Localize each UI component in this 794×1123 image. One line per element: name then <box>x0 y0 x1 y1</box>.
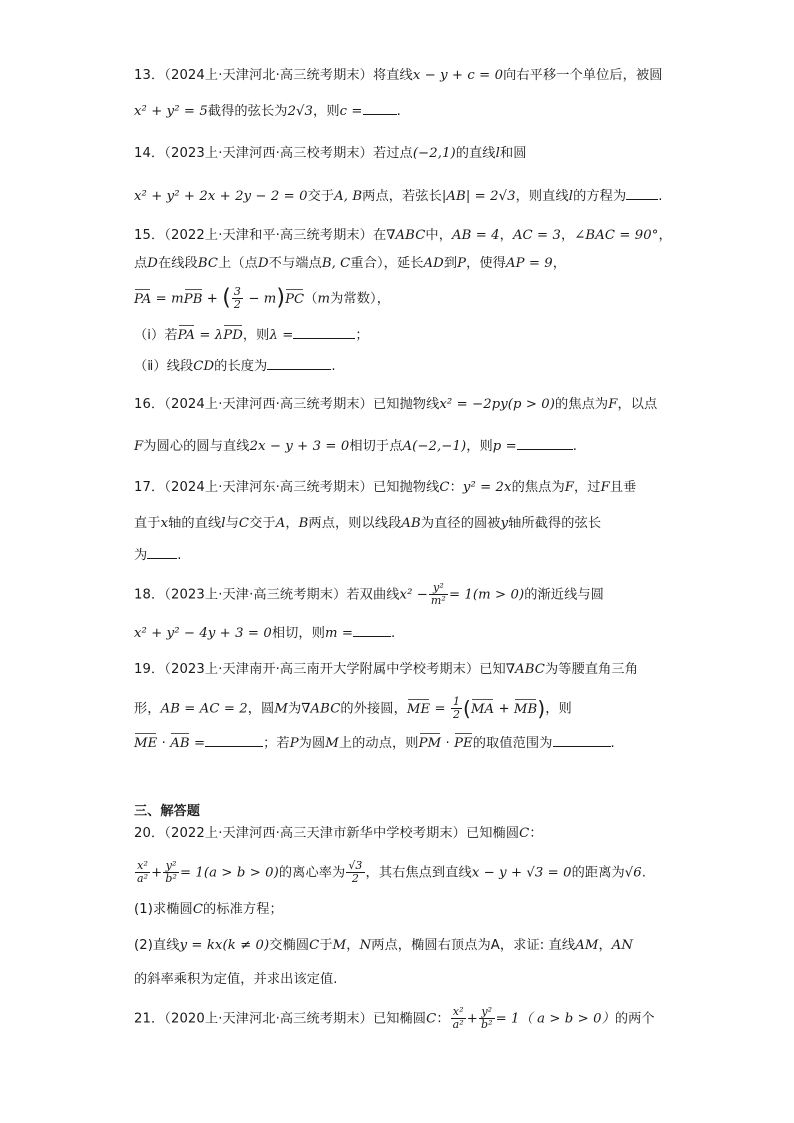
q15-line3 <box>134 286 674 311</box>
q16-text: 的焦点为 <box>555 397 609 412</box>
q15-var: B, C <box>321 256 351 271</box>
q20-plus: + <box>151 865 163 881</box>
q17-line1 <box>134 478 674 498</box>
q13-answer-blank <box>363 114 397 115</box>
q19-plus: + <box>494 701 514 717</box>
q13-text: 13．（2024上·天津河北·高三统考期末）将直线 <box>134 68 413 83</box>
q14-line-var: l <box>495 146 500 161</box>
q16-point: A(−2,−1) <box>402 439 467 454</box>
q15-fraction <box>232 286 243 311</box>
q14-text: 的直线 <box>455 146 496 161</box>
q21-plus: + <box>466 1011 478 1027</box>
q16-text: 16．（2024上·天津河西·高三统考期末）已知抛物线 <box>134 397 440 412</box>
q20-text: 的距离为 <box>571 865 625 881</box>
q20-var: M <box>332 938 347 953</box>
q14-line1 <box>134 144 674 164</box>
q15-var: D <box>147 256 158 271</box>
q16-line1 <box>134 395 674 415</box>
q20-part2: (2)直线 <box>134 938 180 953</box>
q15-text: 不与端点 <box>268 256 322 271</box>
q14-period: . <box>658 189 663 204</box>
q15-vector-pa: PA <box>134 290 151 310</box>
q19-vector-me: ME <box>134 734 157 754</box>
q15-den: 2 <box>233 298 242 311</box>
q20-text: 20．（2022上·天津河西·高三天津市新华中学校考期末）已知椭圆 <box>134 826 520 841</box>
q17-text: ，过 <box>574 480 601 495</box>
q20-var: N <box>359 938 372 953</box>
q18-period: . <box>391 626 396 641</box>
q15-line2 <box>134 254 674 274</box>
q21-num: y² <box>479 1006 495 1019</box>
q19-fraction <box>451 696 462 721</box>
q17-var: y <box>500 516 509 531</box>
q17-text: 17．（2024上·天津河东·高三统考期末）已知抛物线 <box>134 480 440 495</box>
q19-text: ，则 <box>545 701 572 717</box>
q19-dot: · <box>441 736 455 751</box>
q19-answer-blank-1 <box>205 746 263 747</box>
q19-vector-me: ME <box>407 700 430 720</box>
q19-answer-blank-2 <box>553 746 611 747</box>
q15-line5 <box>134 357 674 377</box>
q20-text: 的斜率乘积为定值，并求出该定值. <box>134 972 338 987</box>
q19-text: 19．（2023上·天津南开·高三南开大学附属中学校考期末）已知 <box>134 662 506 677</box>
q15-right-paren: ) <box>276 285 286 311</box>
q13-variable: c = <box>339 104 363 119</box>
q20-den: 2 <box>351 872 359 885</box>
q15-line1 <box>134 226 674 246</box>
q20-text: ： <box>529 826 543 841</box>
q17-text: ： <box>449 480 463 495</box>
q15-text: 的长度为 <box>214 359 268 374</box>
q18-text: 相切，则 <box>271 626 325 641</box>
q20-line4 <box>134 936 674 956</box>
q15-lambda: λ = <box>269 328 294 343</box>
q19-vector-ab: AB <box>170 734 189 754</box>
q14-text: 的方程为 <box>573 189 627 204</box>
q15-text: 中， <box>425 228 452 243</box>
q15-vector-pa: PA <box>178 326 195 346</box>
q20-line3 <box>134 900 674 920</box>
q21-frac-x <box>451 1006 466 1031</box>
q17-text: 轴所截得的弦长 <box>508 516 602 531</box>
q19-var: P <box>289 736 299 751</box>
q20-text: 于 <box>319 938 333 953</box>
q18-eq: = 1(m > 0) <box>448 587 525 603</box>
q20-text: 两点，椭圆右顶点为 <box>371 938 491 953</box>
q15-sep: ， <box>560 228 575 243</box>
q20-num: √3 <box>348 859 363 872</box>
q15-text: ，则 <box>242 328 270 343</box>
q18-answer-blank <box>353 636 391 637</box>
q20-var: C <box>519 826 530 841</box>
q13-chord-length: 2√3 <box>287 104 314 119</box>
q21-num: x² <box>451 1006 466 1019</box>
q15-text: 15．（2022上·天津和平·高三统考期末）在 <box>134 228 387 243</box>
q15-var: CD <box>193 359 215 374</box>
q16-answer-blank <box>517 449 573 450</box>
q20-frac-e <box>346 860 364 885</box>
q20-var: AM <box>575 938 599 953</box>
q15-line4 <box>134 326 674 346</box>
q15-text: 重合），延长 <box>350 256 424 271</box>
q16-var: p = <box>492 439 517 454</box>
q15-var: P <box>457 256 467 271</box>
q13-text-mid: 截得的弦长为 <box>207 104 288 119</box>
q16-text: ，以点 <box>617 397 658 412</box>
q13-period: . <box>396 104 401 119</box>
q16-text: 相切于点 <box>349 439 403 454</box>
q13-line-equation: x − y + c = 0 <box>412 68 504 83</box>
q16-period: . <box>572 439 578 454</box>
q16-var: F <box>608 397 618 412</box>
q21-eq: = 1 <box>495 1011 520 1027</box>
q20-num: x² <box>135 860 150 873</box>
q15-text: ； <box>355 328 369 343</box>
q20-text: ，其右焦点到直线 <box>365 865 472 881</box>
q15-minus-m: − m <box>244 291 277 307</box>
q17-var: AB <box>401 516 421 531</box>
q16-parabola: x² = −2py <box>439 397 508 412</box>
q15-text: 为常数）， <box>330 291 390 307</box>
q15-ab: AB = 4 <box>452 228 500 243</box>
q20-text: ，求证: 直线 <box>499 938 576 953</box>
q16-text: ，则 <box>466 439 493 454</box>
q18-x2: x² − <box>399 587 428 603</box>
q13-line1 <box>134 66 674 86</box>
q18-text: 的渐近线与圆 <box>524 587 604 603</box>
q15-var: m <box>317 291 331 307</box>
q20-period: . <box>641 865 647 881</box>
q15-text: 在线段 <box>157 256 198 271</box>
q15-eq: = m <box>151 291 184 307</box>
q20-eq: = 1(a > b > 0) <box>179 865 279 881</box>
q20-text: 交椭圆 <box>269 938 310 953</box>
q14-points: A, B <box>334 189 363 204</box>
q20-frac-x <box>135 860 150 885</box>
q15-angle: ∠BAC = 90° <box>574 228 659 243</box>
q15-eq: = λ <box>195 328 224 343</box>
q16-line2 <box>134 437 674 457</box>
q19-right-paren: ) <box>537 696 546 721</box>
q17-var: C <box>439 480 450 495</box>
q19-text: 上的动点，则 <box>338 736 419 751</box>
q19-triangle: ∇ABC <box>301 701 341 717</box>
q19-eq: = <box>189 736 206 751</box>
q17-text: 与 <box>225 516 239 531</box>
q19-eq: = <box>430 701 450 717</box>
q14-text: 交于 <box>307 189 335 204</box>
q14-text: ，则直线 <box>515 189 569 204</box>
q21-condition: （ a > b > 0） <box>519 1011 615 1027</box>
q17-var: A <box>275 516 286 531</box>
q17-line2 <box>134 514 674 534</box>
q14-line2 <box>134 187 674 207</box>
q19-line3 <box>134 734 674 754</box>
q19-line1 <box>134 660 674 680</box>
q21-line1 <box>134 1006 674 1031</box>
q19-vector-pm: PM <box>419 734 442 754</box>
q20-var: C <box>192 902 204 917</box>
q17-answer-blank <box>147 558 177 559</box>
q17-text: 轴的直线 <box>168 516 222 531</box>
q19-vector-mb: MB <box>514 700 537 720</box>
q17-text: 交于 <box>249 516 276 531</box>
q13-line2 <box>134 102 674 122</box>
q17-parabola: y² = 2x <box>462 480 512 495</box>
q15-left-paren: ( <box>222 285 231 311</box>
q20-var: A <box>490 938 500 953</box>
q19-period: . <box>610 736 615 751</box>
q17-text: 为 <box>134 548 148 563</box>
q13-text-tail: 向右平移一个单位后，被圆 <box>503 68 663 83</box>
q15-text: （ <box>304 291 318 307</box>
q18-text: 18．（2023上·天津·高三统考期末）若双曲线 <box>134 587 400 603</box>
q18-den: m² <box>430 594 446 607</box>
q20-line-equation: x − y + √3 = 0 <box>471 865 572 881</box>
q17-text: 直于 <box>134 516 161 531</box>
q20-frac-y <box>163 860 179 885</box>
q15-text: 到 <box>443 256 458 271</box>
q14-text: 14．（2023上·天津河西·高三校考期末）若过点 <box>134 146 413 161</box>
q15-answer-blank-2 <box>267 369 331 370</box>
q20-num: y² <box>163 860 179 873</box>
q20-line-equation: y = kx(k ≠ 0) <box>179 938 270 953</box>
q20-den: b² <box>165 872 177 885</box>
q17-var: B <box>298 516 309 531</box>
q14-line-var: l <box>568 189 574 204</box>
q18-circle-equation: x² + y² − 4y + 3 = 0 <box>134 626 272 641</box>
q19-var: M <box>325 736 339 751</box>
q19-dot: · <box>157 736 171 751</box>
q15-text: 上（点 <box>218 256 258 271</box>
q15-period: . <box>331 359 336 374</box>
q21-text: 的两个 <box>614 1011 655 1027</box>
q15-text: ， <box>552 256 567 271</box>
q21-var: C <box>426 1011 437 1027</box>
q17-text: ， <box>285 516 299 531</box>
q17-line3 <box>134 546 674 566</box>
q21-den: a² <box>452 1018 464 1031</box>
q15-num: 3 <box>233 285 242 298</box>
q19-text: 的外接圆， <box>340 701 407 717</box>
q19-den: 2 <box>452 708 461 721</box>
q20-text: 的离心率为 <box>278 865 346 881</box>
q14-answer-blank <box>626 199 658 200</box>
q15-vector-pb: PB <box>184 290 203 310</box>
q20-var: C <box>309 938 320 953</box>
q15-sub-i: （ⅰ）若 <box>134 328 178 343</box>
q15-text: 点 <box>134 256 148 271</box>
q17-text: 为直径的圆被 <box>420 516 501 531</box>
q19-vector-ma: MA <box>471 700 494 720</box>
q19-text: 为圆 <box>298 736 326 751</box>
q21-den: b² <box>480 1018 493 1031</box>
q19-triangle: ∇ABC <box>505 662 545 677</box>
q13-circle-equation: x² + y² = 5 <box>134 104 208 119</box>
q20-den: a² <box>137 872 149 885</box>
q19-text: 为等腰直角三角 <box>545 662 639 677</box>
q17-text: 两点，则以线段 <box>308 516 402 531</box>
q15-ap: AP = 9 <box>505 256 553 271</box>
q19-var: M <box>274 701 288 717</box>
q20-line2 <box>134 860 674 885</box>
q17-period: . <box>177 548 182 563</box>
q15-sub-ii: （ⅱ）线段 <box>134 359 194 374</box>
q15-var: BC <box>197 256 219 271</box>
q20-distance: √6 <box>624 865 642 881</box>
q16-condition: (p > 0) <box>507 397 556 412</box>
q19-text: ；若 <box>263 736 290 751</box>
q14-chord: |AB| = 2√3 <box>441 189 516 204</box>
q17-text: 的焦点为 <box>511 480 565 495</box>
q20-line5 <box>134 970 674 990</box>
q19-lengths: AB = AC = 2 <box>160 701 248 717</box>
q21-frac-y <box>479 1006 495 1031</box>
q19-text: 形， <box>134 701 161 717</box>
q17-var: C <box>238 516 250 531</box>
q16-line-equation: 2x − y + 3 = 0 <box>249 439 350 454</box>
q14-text: 和圆 <box>499 146 527 161</box>
q14-point: (−2,1) <box>412 146 456 161</box>
q14-circle-equation: x² + y² + 2x + 2y − 2 = 0 <box>134 189 308 204</box>
q16-var: F <box>134 439 144 454</box>
q15-var: D <box>257 256 269 271</box>
q20-var: AN <box>611 938 633 953</box>
q21-text: ： <box>436 1011 450 1027</box>
q15-triangle: ∇ABC <box>386 228 426 243</box>
q15-ac: AC = 3 <box>512 228 561 243</box>
q17-var: x <box>160 516 169 531</box>
q18-num: y² <box>429 582 448 595</box>
q19-num: 1 <box>452 695 461 708</box>
q19-vector-pe: PE <box>454 734 473 754</box>
q15-answer-blank-1 <box>293 338 355 339</box>
q19-line2 <box>134 696 674 721</box>
q16-text: 为圆心的圆与直线 <box>143 439 250 454</box>
q15-text: ，使得 <box>466 256 506 271</box>
q20-part1: (1)求椭圆 <box>134 902 193 917</box>
q20-text: 的标准方程； <box>203 902 283 917</box>
q20-text: ， <box>346 938 360 953</box>
q18-line1 <box>134 582 674 607</box>
q19-text: 为 <box>287 701 302 717</box>
q21-text: 21．（2020上·天津河北·高三统考期末）已知椭圆 <box>134 1011 427 1027</box>
q13-text: ，则 <box>313 104 340 119</box>
q15-sep: ， <box>499 228 513 243</box>
q18-fraction <box>429 582 448 607</box>
q15-vector-pd: PD <box>223 326 243 346</box>
q20-line1 <box>134 824 674 844</box>
q18-var: m = <box>324 626 354 641</box>
section-heading: 三、解答题 <box>134 804 200 819</box>
q15-sep: ， <box>658 228 672 243</box>
q19-text: ，圆 <box>247 701 275 717</box>
q17-var: F <box>600 480 610 495</box>
q15-plus: + <box>202 291 223 307</box>
q18-line2 <box>134 624 674 644</box>
q17-text: 且垂 <box>609 480 637 495</box>
q19-left-paren: ( <box>463 696 471 721</box>
q17-var: l <box>221 516 226 531</box>
q15-vector-pc: PC <box>285 290 304 310</box>
q15-var: AD <box>423 256 444 271</box>
q20-text: ， <box>598 938 612 953</box>
q17-var: F <box>564 480 575 495</box>
q19-text: 的取值范围为 <box>472 736 553 751</box>
q14-text: 两点，若弦长 <box>362 189 442 204</box>
